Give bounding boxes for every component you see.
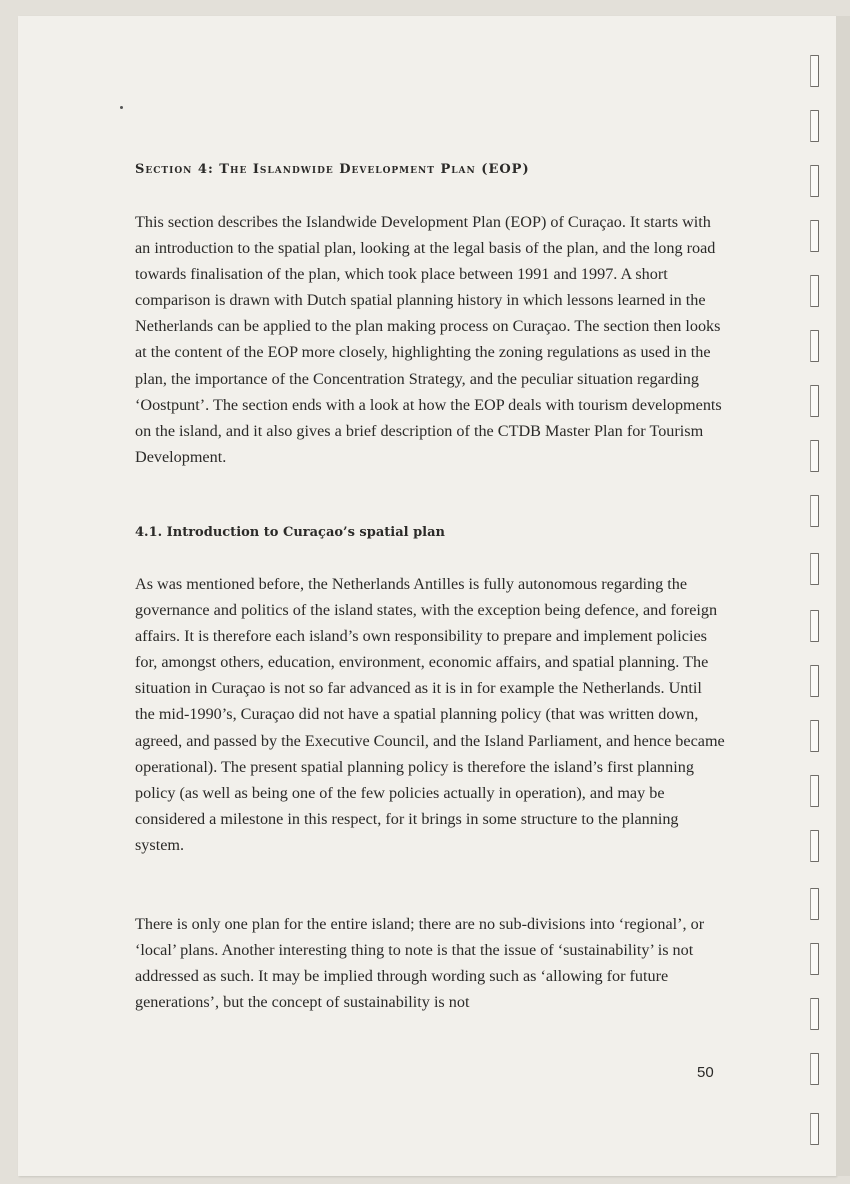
binding-ring bbox=[810, 440, 819, 472]
binding-ring bbox=[810, 720, 819, 752]
binding-ring bbox=[810, 220, 819, 252]
binding-ring bbox=[810, 110, 819, 142]
binding-ring bbox=[810, 998, 819, 1030]
binding-ring bbox=[810, 385, 819, 417]
paragraph-autonomy: As was mentioned before, the Netherlands Antilles is fully autonomous regarding the governance and politics of the island states, with the exception being defence, and foreign affairs. It is therefore each island’s own responsibility to prepare and implement policies for, amongst others, education, environment, economic affairs, and spatial planning. The situation in Curaçao is not so far advanced as it is in for example the Netherlands. Until the mid-1990’s, Curaçao did not have a spatial planning policy (that was written down, agreed, and passed by the Executive Council, and the Island Parliament, and hence became operational). The present spatial planning policy is therefore the island’s first planning policy (as well as being one of the few policies actually in operation), and may be considered a milestone in this respect, for it brings in some structure to the planning system. bbox=[135, 575, 725, 854]
binding-ring bbox=[810, 888, 819, 920]
binding-ring bbox=[810, 1053, 819, 1085]
binding-ring bbox=[810, 775, 819, 807]
binding-ring bbox=[810, 830, 819, 862]
binding-ring bbox=[810, 165, 819, 197]
binding-ring bbox=[810, 610, 819, 642]
binding-ring bbox=[810, 275, 819, 307]
binding-ring bbox=[810, 1113, 819, 1145]
page-edge bbox=[836, 16, 850, 1176]
binding-ring bbox=[810, 665, 819, 697]
binding-ring bbox=[810, 330, 819, 362]
margin-dot bbox=[120, 106, 123, 109]
section-heading: Section 4: The Islandwide Development Plan (EOP) bbox=[135, 162, 530, 177]
subsection-heading: 4.1. Introduction to Curaçao’s spatial plan bbox=[135, 525, 445, 540]
page-number: 50 bbox=[697, 1064, 714, 1081]
binding-ring bbox=[810, 55, 819, 87]
binding-ring bbox=[810, 943, 819, 975]
binding-ring bbox=[810, 553, 819, 585]
paragraph-intro: This section describes the Islandwide Development Plan (EOP) of Curaçao. It starts with an introduction to the spatial plan, looking at the legal basis of the plan, and the long road towards finalisation of the plan, which took place between 1991 and 1997. A short comparison is drawn with Dutch spatial planning history in which lessons learned in the Netherlands can be applied to the plan making process on Curaçao. The section then looks at the content of the EOP more closely, highlighting the zoning regulations as used in the plan, the importance of the Concentration Strategy, and the peculiar situation regarding ‘Oostpunt’. The section ends with a look at how the EOP deals with tourism developments on the island, and it also gives a brief description of the CTDB Master Plan for Tourism Development. bbox=[135, 213, 722, 466]
paragraph-single-plan: There is only one plan for the entire island; there are no sub-divisions into ‘regional’, or ‘local’ plans. Another interesting thing to note is that the issue of ‘sustainability’ is not addressed as such. It may be implied through wording such as ‘allowing for future generations’, but the concept of sustainability is not bbox=[135, 915, 705, 1012]
binding-ring bbox=[810, 495, 819, 527]
